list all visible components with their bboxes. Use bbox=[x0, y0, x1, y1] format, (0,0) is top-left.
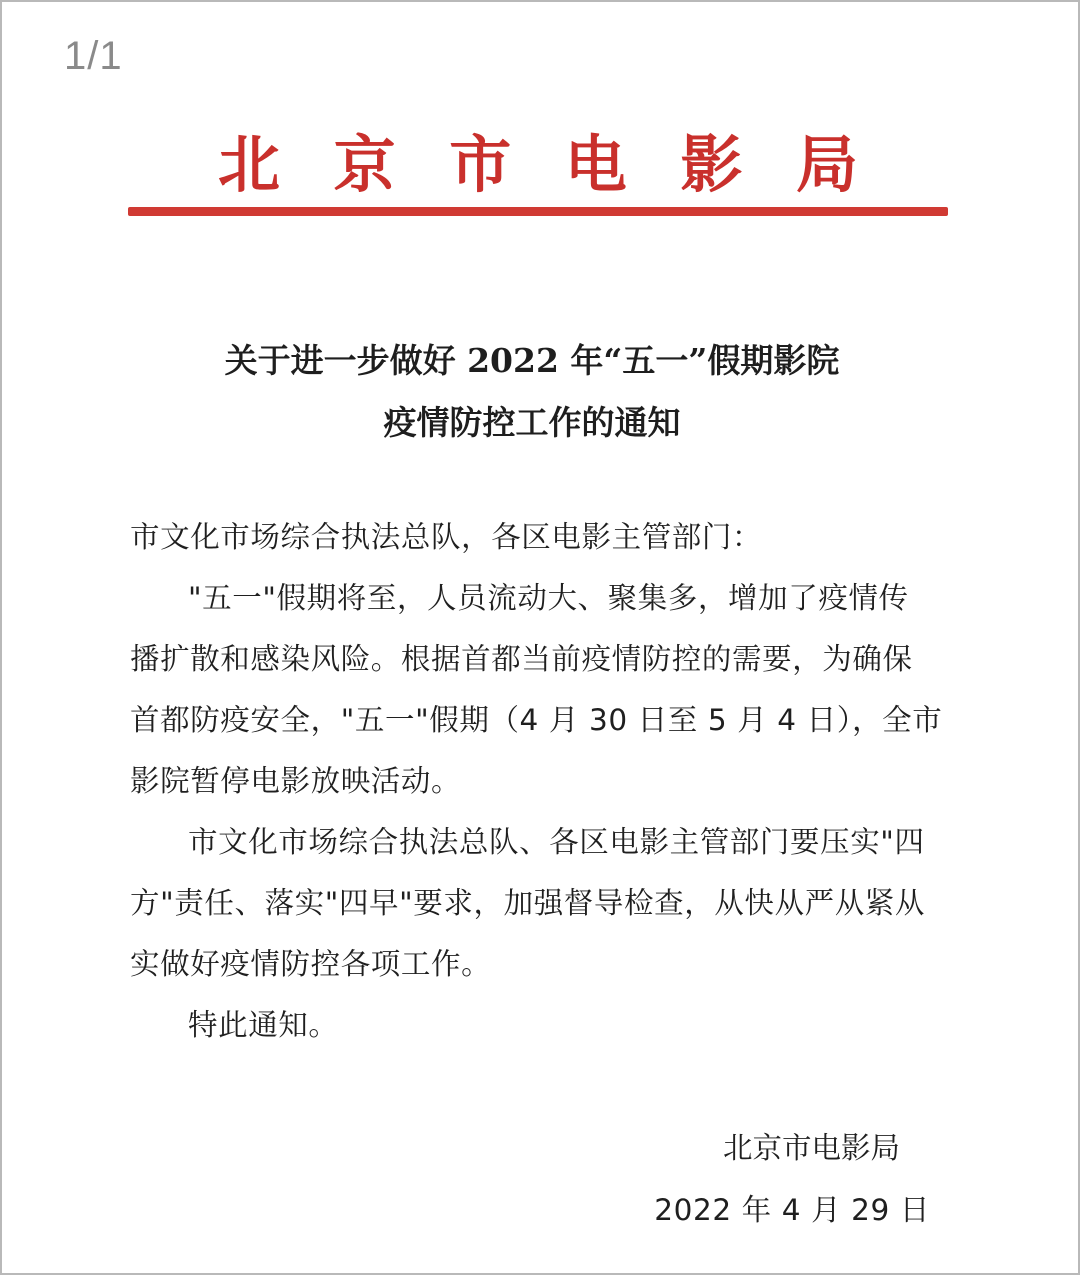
letterhead-divider bbox=[128, 207, 948, 216]
signature-date: 2022 年 4 月 29 日 bbox=[654, 1193, 930, 1227]
letterhead bbox=[128, 120, 948, 210]
letterhead-char: 影 bbox=[680, 128, 743, 201]
notice-title-line: 关于进一步做好 2022 年“五一”假期影院 bbox=[224, 341, 840, 380]
paragraph-line: 实做好疫情防控各项工作。 bbox=[130, 947, 492, 981]
closing-line: 特此通知。 bbox=[188, 1008, 339, 1042]
signature-org: 北京市电影局 bbox=[722, 1131, 900, 1165]
letterhead-char: 局 bbox=[795, 128, 858, 201]
paragraph-line: 首都防疫安全，"五一"假期（4 月 30 日至 5 月 4 日），全市 bbox=[130, 703, 943, 737]
signature-block bbox=[654, 1117, 930, 1241]
notice-title bbox=[142, 330, 922, 454]
letterhead-char: 京 bbox=[333, 128, 396, 201]
paragraph-line: "五一"假期将至，人员流动大、聚集多，增加了疫情传 bbox=[188, 581, 909, 615]
paragraph-line: 市文化市场综合执法总队、各区电影主管部门要压实"四 bbox=[188, 825, 925, 859]
paragraph-line: 方"责任、落实"四早"要求，加强督导检查，从快从严从紧从 bbox=[130, 886, 926, 920]
notice-body bbox=[130, 507, 943, 1056]
letterhead-char: 市 bbox=[449, 128, 512, 201]
page-counter: 1/1 bbox=[64, 34, 123, 78]
notice-title-line: 疫情防控工作的通知 bbox=[383, 403, 681, 442]
paragraph-line: 播扩散和感染风险。根据首都当前疫情防控的需要，为确保 bbox=[130, 642, 913, 676]
letterhead-char: 北 bbox=[218, 128, 281, 201]
letterhead-char: 电 bbox=[564, 128, 627, 201]
salutation: 市文化市场综合执法总队，各区电影主管部门： bbox=[130, 520, 763, 554]
paragraph-line: 影院暂停电影放映活动。 bbox=[130, 764, 462, 798]
